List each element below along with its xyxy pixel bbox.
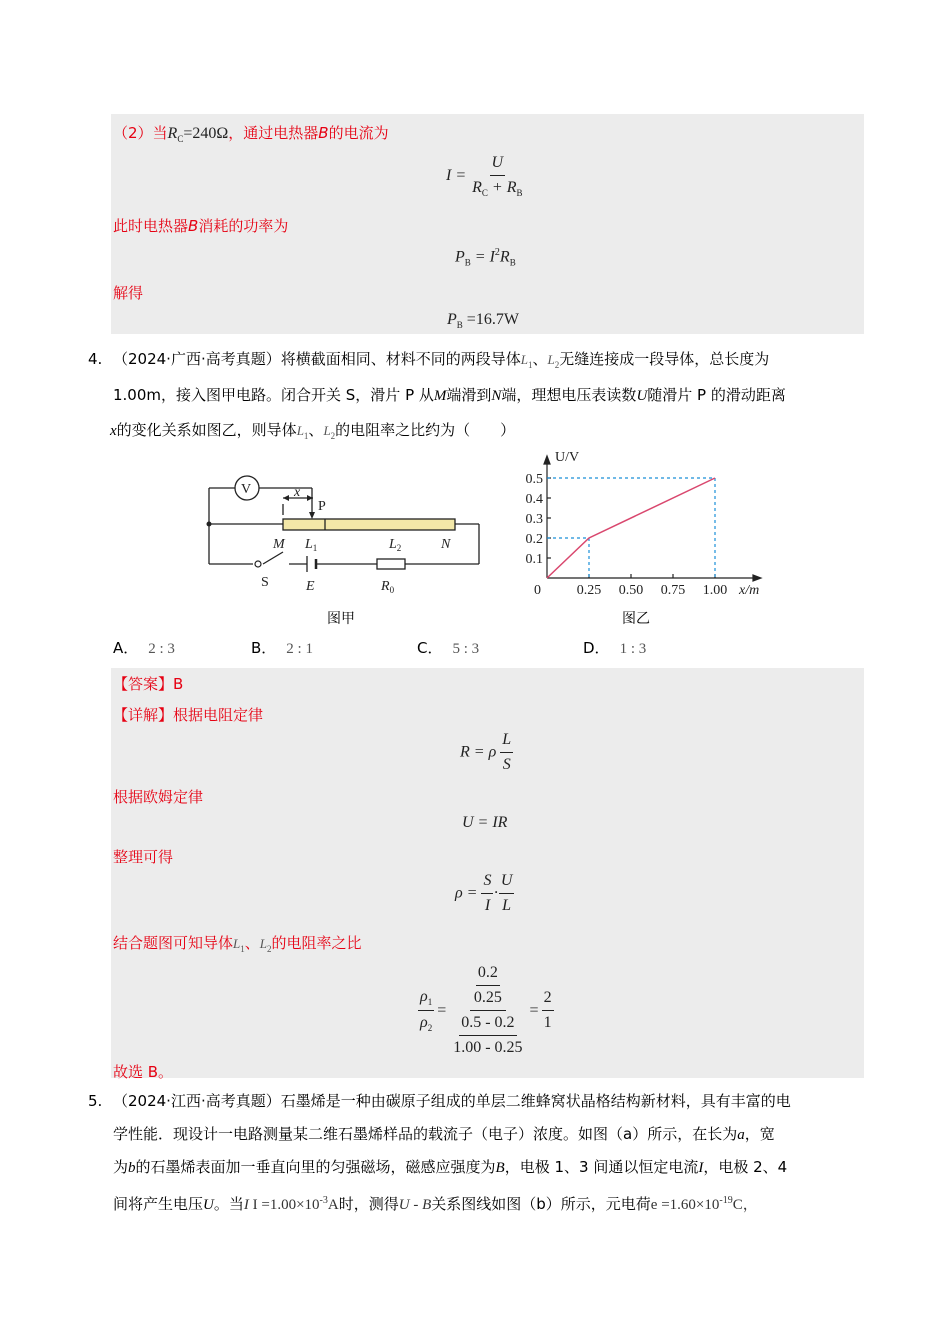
equation-ohm: U = IR [462, 814, 508, 831]
x-tick-label: 0.50 [618, 583, 644, 598]
l1-label: $L_1$ [305, 537, 318, 553]
solution-line-1: （2）当$R_C=240\Omega$，通过电热器B的电流为 [113, 124, 389, 144]
equation-power: $P_B = I^2R_B$ [455, 247, 516, 268]
x-label: x [294, 485, 301, 500]
x-tick-label: 0.75 [660, 583, 686, 598]
answer-label: 【答案】B [113, 675, 184, 693]
option-b[interactable]: B． 2 : 1 [251, 639, 313, 657]
u-x-chart [515, 448, 775, 608]
e-label: E [306, 579, 315, 594]
combine-label: 结合题图可知导体$L_1$、$L_2$的电阻率之比 [113, 934, 362, 954]
p-label: P [318, 499, 326, 514]
conductor-rod [283, 519, 455, 530]
equation-resistivity: ρ = $\frac{S}{I}$ · $\frac{U}{L}$ [455, 872, 513, 914]
y-tick-label: 0.2 [525, 532, 543, 547]
q4-line-1: （2024·广西·高考真题）将横截面相同、材料不同的两段导体$L_1$、$L_2$无缝连接成一段导体，总长度为 [113, 350, 770, 370]
q5-line-2: 学性能．现设计一电路测量某二维石墨烯样品的载流子（电子）浓度。如图（a）所示，在长为a，宽 [113, 1125, 775, 1143]
circuit-diagram [195, 468, 495, 628]
y-tick-label: 0.4 [525, 492, 543, 507]
q4-number: 4. [88, 350, 103, 368]
solution-line-3: 解得 [113, 284, 144, 302]
q4-line-2: 1.00m，接入图甲电路。闭合开关 S，滑片 P 从M端滑到N端，理想电压表读数U随滑片 P 的滑动距离 [113, 386, 786, 404]
ohm-label: 根据欧姆定律 [113, 788, 204, 806]
equation-current: I = $\frac{U}{R_C + R_B}$ [446, 154, 523, 199]
voltmeter-label: V [241, 482, 252, 497]
equation-power-result: $P_B =16.7W$ [447, 311, 519, 331]
x-tick-label: 1.00 [702, 583, 728, 598]
tidy-label: 整理可得 [113, 848, 174, 866]
resistor-r0 [377, 559, 405, 569]
q4-line-3: x的变化关系如图乙，则导体$L_1$、$L_2$的电阻率之比约为（ ） [110, 421, 516, 441]
n-label: N [441, 537, 451, 552]
conclusion: 故选 B。 [113, 1063, 174, 1081]
q5-line-3: 为b的石墨烯表面加一垂直向里的匀强磁场，磁感应强度为B，电极 1、3 间通以恒定电流I，电极 2、4 [113, 1158, 788, 1176]
y-tick-label: 0.5 [525, 472, 543, 487]
switch-contact [255, 561, 261, 567]
equation-resistance-law: R = ρ $\frac{L}{S}$ [460, 731, 512, 773]
detail-label: 【详解】根据电阻定律 [113, 706, 264, 724]
r0-label: $R_0$ [381, 579, 395, 595]
q5-line-1: （2024·江西·高考真题）石墨烯是一种由碳原子组成的单层二维蜂窝状晶格结构新材料，具有丰富的电 [113, 1092, 791, 1110]
m-label: M [273, 537, 285, 552]
q5-number: 5. [88, 1092, 103, 1110]
q5-line-4: 间将产生电压U。当I $I =1.00\times 10^{-3}A$时，测得U - B关系图线如图（b）所示，元电荷$e =1.60\times 10^{-19}C$， [113, 1195, 758, 1213]
figure-b-caption: 图乙 [622, 611, 650, 627]
option-c[interactable]: C． 5 : 3 [417, 639, 480, 657]
option-d[interactable]: D． 1 : 3 [583, 639, 647, 657]
equation-ratio: $\frac{\rho_1}{\rho_2}$ = $\frac{\frac{0.2}{0.25}}{\frac{0.5 - 0.2}{1.00 - 0.25}}$ = $\frac{2}{1}$ [420, 964, 552, 1056]
series-line [547, 478, 715, 578]
origin-label: 0 [534, 583, 541, 598]
figure-a-caption: 图甲 [327, 611, 355, 627]
y-tick-label: 0.1 [525, 552, 543, 567]
x-axis-label: x/m [739, 583, 760, 598]
x-tick-label: 0.25 [576, 583, 602, 598]
switch-lever [263, 552, 283, 564]
y-tick-label: 0.3 [525, 512, 543, 527]
l2-label: $L_2$ [389, 537, 402, 553]
s-label: S [261, 575, 269, 590]
option-a[interactable]: A． 2 : 3 [113, 639, 175, 657]
y-axis-label: U/V [555, 450, 580, 465]
solution-line-2: 此时电热器B消耗的功率为 [113, 217, 289, 235]
